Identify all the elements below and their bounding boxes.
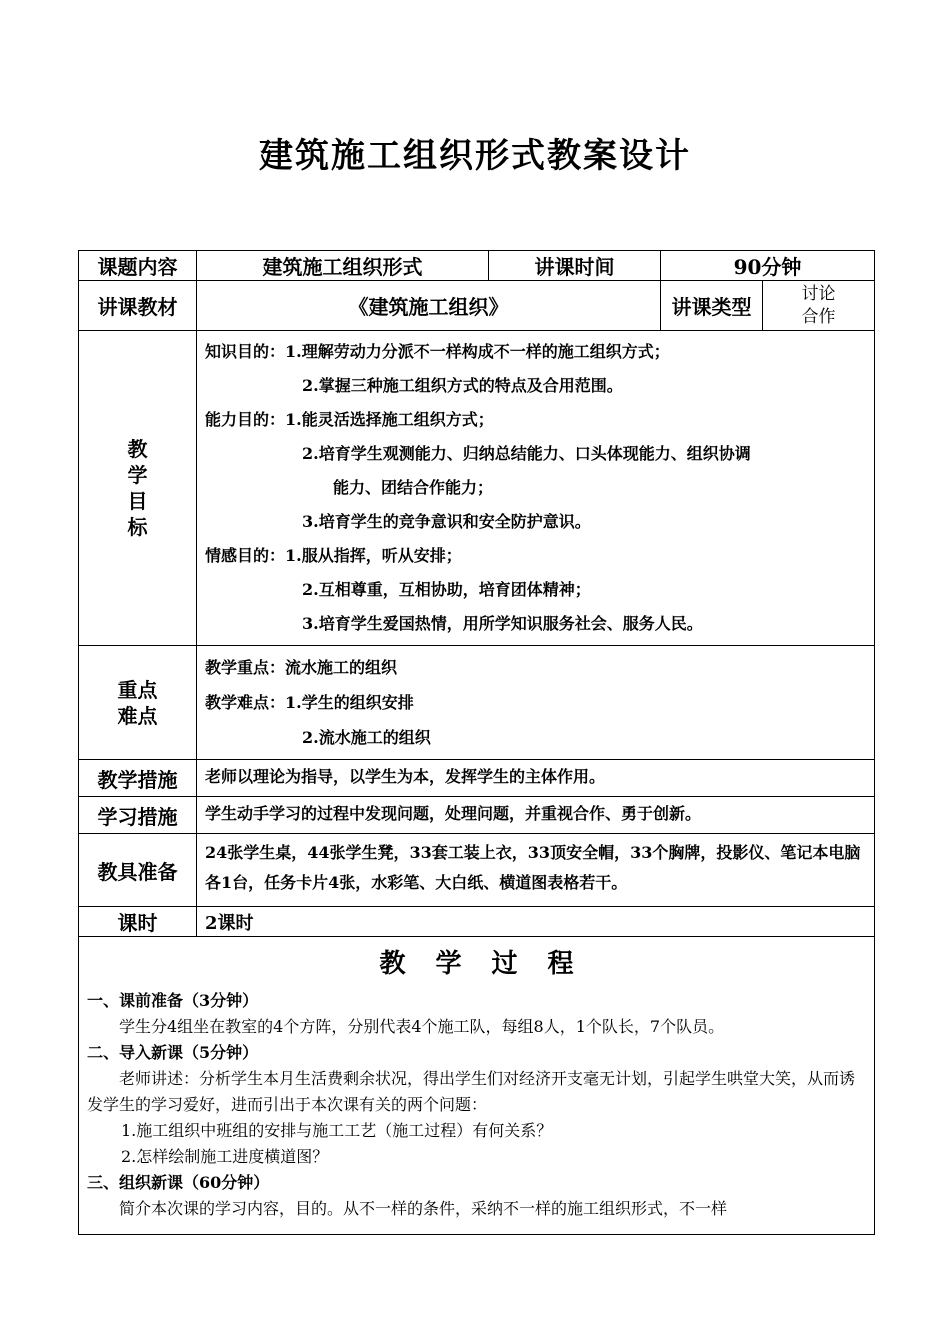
goals-content (197, 331, 875, 646)
section-2-title: 二、导入新课（5分钟） (87, 1043, 259, 1062)
row-topic (79, 251, 875, 281)
difficulty-item-2: 2.流水施工的组织 (302, 728, 431, 747)
learning-measures-text: 学生动手学习的过程中发现问题，处理问题，并重视合作、勇于创新。 (205, 804, 702, 823)
keypoints-content (197, 646, 875, 760)
section-3-title: 三、组织新课（60分钟） (87, 1173, 270, 1192)
row-process (79, 937, 875, 1235)
row-equipment (79, 834, 875, 907)
teaching-measures-text: 老师以理论为指导，以学生为本，发挥学生的主体作用。 (205, 767, 606, 786)
row-keypoints (79, 646, 875, 760)
process-title: 教学过程 (379, 949, 604, 979)
row-textbook (79, 281, 875, 331)
ability-item-3: 3.培育学生的竞争意识和安全防护意识。 (302, 512, 591, 531)
lesson-plan-table (78, 250, 875, 1235)
row-hours (79, 907, 875, 937)
focus-value: 流水施工的组织 (285, 658, 398, 677)
lesson-type-value-1: 讨论 (801, 283, 836, 304)
focus-line (205, 650, 868, 685)
ability-label: 能力目的： (205, 410, 286, 429)
emotion-item-3: 3.培育学生爱国热情，用所学知识服务社会、服务人民。 (302, 614, 703, 633)
ability-item-2-cont: 能力、团结合作能力； (333, 478, 494, 497)
goals-label-char: 标 (127, 515, 148, 539)
section-3-text: 简介本次课的学习内容，目的。从不一样的条件，采纳不一样的施工组织形式，不一样 (119, 1199, 728, 1218)
section-1-title: 一、课前准备（3分钟） (87, 991, 259, 1010)
emotion-label: 情感目的： (205, 546, 286, 565)
goals-label-char: 教 (127, 437, 148, 461)
section-1-text: 学生分4组坐在教室的4个方阵，分别代表4个施工队，每组8人，1个队长，7个队员。 (119, 1017, 725, 1036)
teaching-measures-value (197, 760, 875, 797)
learning-measures-value (197, 797, 875, 834)
equipment-value (197, 834, 875, 907)
lesson-type-label: 讲课类型 (661, 281, 763, 331)
keypoints-label-2: 难点 (117, 703, 158, 728)
page-title: 建筑施工组织形式教案设计 (259, 136, 691, 176)
section-2-question-1: 1.施工组织中班组的安排与施工工艺（施工过程）有何关系？ (121, 1121, 553, 1140)
textbook-value: 《建筑施工组织》 (197, 281, 661, 331)
hours-label: 课时 (79, 907, 197, 937)
knowledge-label: 知识目的： (205, 342, 286, 361)
textbook-label: 讲课教材 (79, 281, 197, 331)
equipment-label: 教具准备 (79, 834, 197, 907)
section-2-question-2: 2.怎样绘制施工进度横道图？ (121, 1147, 329, 1166)
lesson-type-value (763, 281, 875, 331)
topic-value: 建筑施工组织形式 (197, 251, 489, 281)
knowledge-item-2: 2.掌握三种施工组织方式的特点及合用范围。 (302, 376, 623, 395)
goals-label-char: 目 (127, 489, 148, 513)
knowledge-item-1: 1.理解劳动力分派不一样构成不一样的施工组织方式； (285, 342, 670, 361)
teaching-measures-label: 教学措施 (79, 760, 197, 797)
goals-label (79, 331, 197, 646)
focus-label: 教学重点： (205, 658, 286, 677)
lesson-type-value-2: 合作 (801, 306, 836, 327)
difficulty-item-1: 1.学生的组织安排 (285, 693, 414, 712)
section-2-text: 老师讲述：分析学生本月生活费剩余状况，得出学生们对经济开支毫无计划，引起学生哄堂大笑，从而诱发学生的学习爱好，进而引出于本次课有关的两个问题： (87, 1069, 856, 1114)
equipment-text: 24张学生桌，44张学生凳，33套工装上衣，33顶安全帽，33个胸牌，投影仪、笔记本电脑各1台，任务卡片4张，水彩笔、大白纸、横道图表格若干。 (205, 843, 861, 892)
row-learning-measures (79, 797, 875, 834)
difficulty-label: 教学难点： (205, 693, 286, 712)
emotion-item-2: 2.互相尊重，互相协助，培育团体精神； (302, 580, 591, 599)
goals-label-char: 学 (127, 463, 148, 487)
time-value: 90分钟 (661, 251, 875, 281)
time-label: 讲课时间 (489, 251, 661, 281)
ability-line-1 (205, 403, 868, 437)
emotion-item-1: 1.服从指挥，听从安排； (285, 546, 462, 565)
keypoints-label-1: 重点 (117, 677, 158, 702)
difficulty-line (205, 685, 868, 720)
row-goals (79, 331, 875, 646)
topic-label: 课题内容 (79, 251, 197, 281)
keypoints-label (79, 646, 197, 760)
learning-measures-label: 学习措施 (79, 797, 197, 834)
process-content (79, 937, 875, 1235)
ability-item-1: 1.能灵活选择施工组织方式； (285, 410, 494, 429)
ability-item-2: 2.培育学生观测能力、归纳总结能力、口头体现能力、组织协调 (302, 444, 751, 463)
knowledge-line-1 (205, 335, 868, 369)
hours-value: 2课时 (197, 907, 875, 937)
emotion-line-1 (205, 539, 868, 573)
row-teaching-measures (79, 760, 875, 797)
